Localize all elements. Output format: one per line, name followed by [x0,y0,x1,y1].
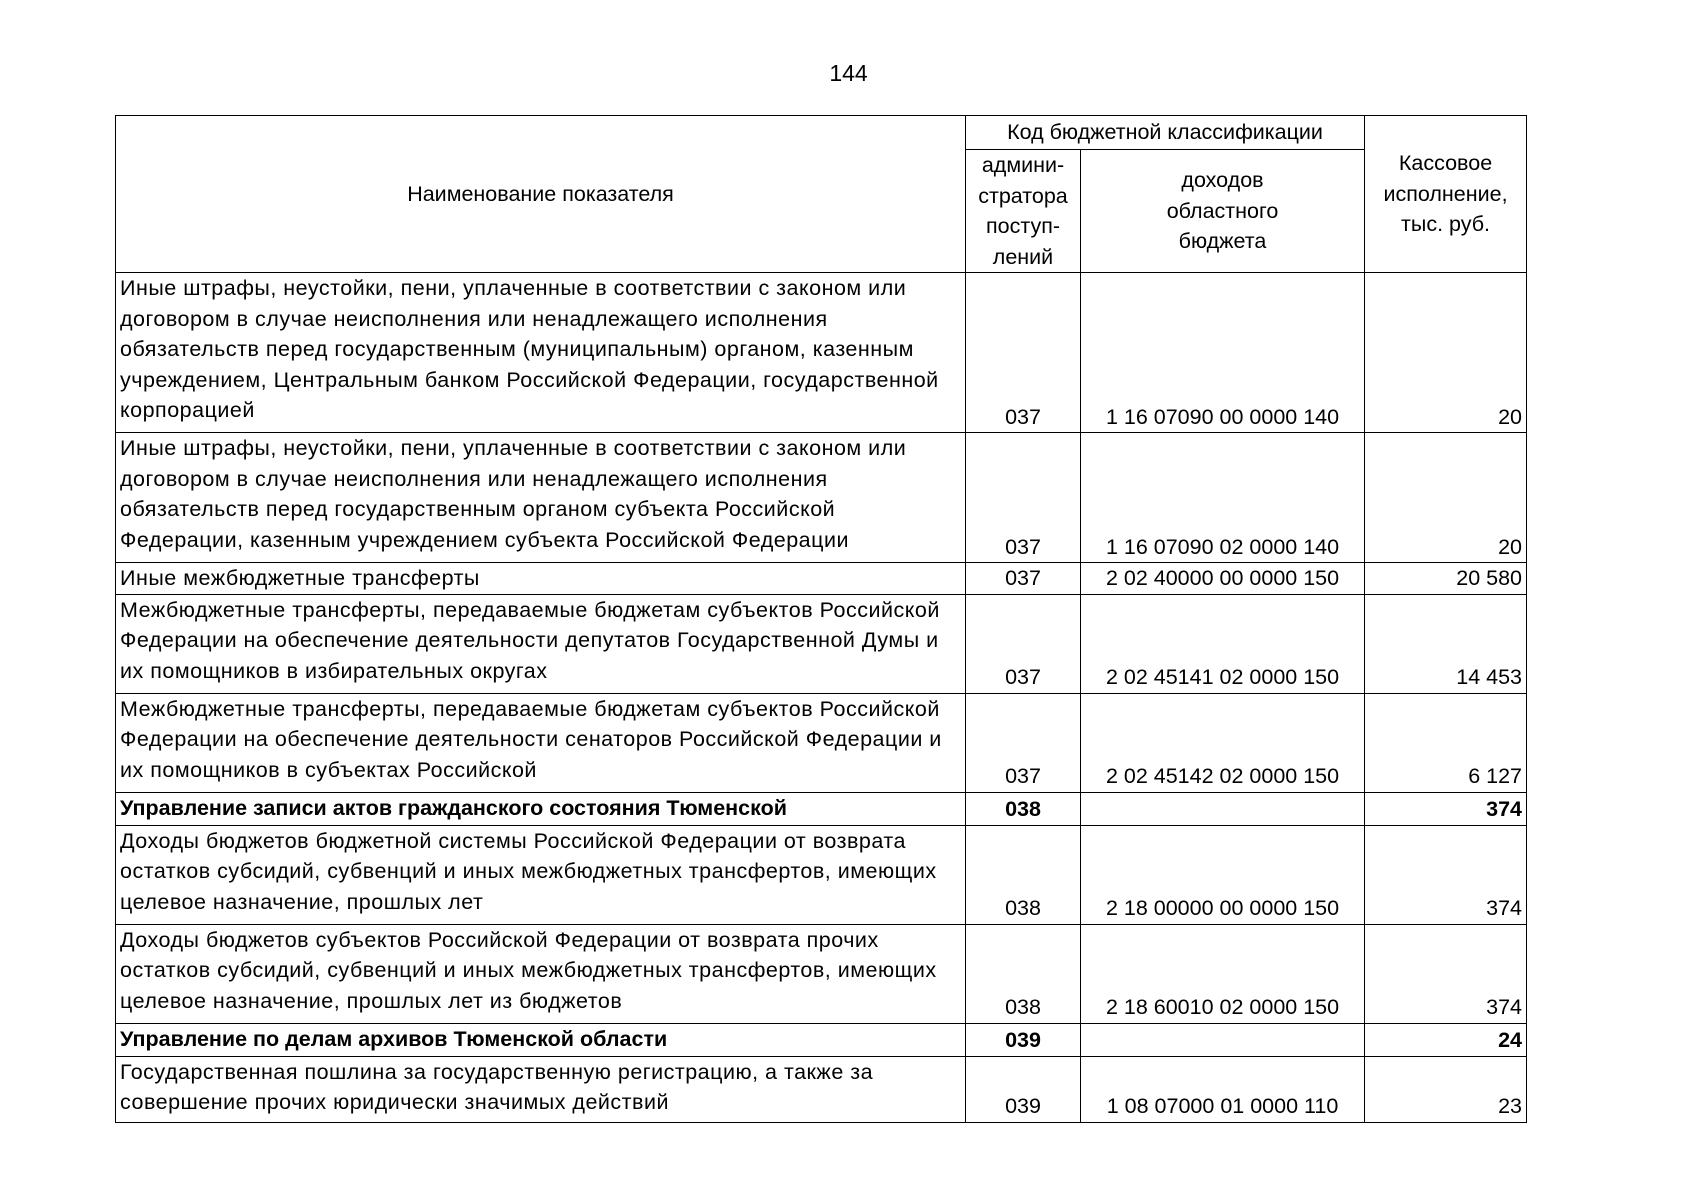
row-administrator-code: 037 [966,693,1081,792]
header-income-line: бюджета [1178,229,1267,254]
table-row [116,273,1527,433]
row-income-code [1081,1023,1365,1056]
row-income-code [1081,792,1365,825]
header-income-line: областного [1166,198,1279,223]
row-amount: 20 580 [1365,563,1527,595]
table-row [116,594,1527,693]
row-name: Межбюджетные трансферты, передаваемые бюджетам субъектов Российской Федерации на обеспечение деятельности сенаторов Российской Федерации и их помощников в субъектах Российской [116,693,966,792]
header-name: Наименование показателя [116,116,966,273]
row-amount: 23 [1365,1056,1527,1122]
table-row-section [116,792,1527,825]
row-administrator-code: 038 [966,825,1081,924]
row-administrator-code: 038 [966,792,1081,825]
header-adm-line: админи- [981,153,1065,177]
row-income-code: 2 02 45142 02 0000 150 [1081,693,1365,792]
table-header [116,116,1527,273]
row-amount: 374 [1365,924,1527,1023]
header-kbk-group: Код бюджетной классификации [966,116,1365,150]
row-income-code: 2 18 00000 00 0000 150 [1081,825,1365,924]
row-name: Управление по делам архивов Тюменской области [116,1023,966,1056]
row-amount: 14 453 [1365,594,1527,693]
header-amount-line: тыс. руб. [1401,212,1491,237]
row-income-code: 1 08 07000 01 0000 110 [1081,1056,1365,1122]
header-adm-line: стратора [978,183,1068,208]
row-amount: 20 [1365,273,1527,433]
header-amount [1365,116,1527,273]
row-name: Иные межбюджетные трансферты [116,563,966,595]
row-amount: 374 [1365,825,1527,924]
row-name: Управление записи актов гражданского состояния Тюменской [116,792,966,825]
row-administrator-code: 038 [966,924,1081,1023]
row-income-code: 2 02 40000 00 0000 150 [1081,563,1365,595]
row-name: Доходы бюджетов бюджетной системы Российской Федерации от возврата остатков субсидий, субвенций и иных межбюджетных трансфертов, имеющих целевое назначение, прошлых лет [116,825,966,924]
table-row [116,825,1527,924]
row-administrator-code: 037 [966,594,1081,693]
page-number: 144 [829,60,868,86]
header-amount-line: Кассовое [1398,151,1493,176]
table-row [116,563,1527,595]
table-row [116,1056,1527,1122]
table-row [116,433,1527,563]
table-row-section [116,1023,1527,1056]
header-income-line: доходов [1181,168,1264,193]
row-name: Государственная пошлина за государственную регистрацию, а также за совершение прочих юридически значимых действий [116,1056,966,1122]
header-adm-line: поступ- [986,214,1060,238]
row-administrator-code: 037 [966,563,1081,595]
row-name: Доходы бюджетов субъектов Российской Федерации от возврата прочих остатков субсидий, субвенций и иных межбюджетных трансфертов, имеющих целевое назначение, прошлых лет из бюджетов [116,924,966,1023]
row-amount: 6 127 [1365,693,1527,792]
row-amount: 20 [1365,433,1527,563]
table-row [116,693,1527,792]
row-amount: 374 [1365,792,1527,825]
table-row [116,924,1527,1023]
row-name: Иные штрафы, неустойки, пени, уплаченные в соответствии с законом или договором в случае неисполнения или ненадлежащего исполнения обязательств перед государственным (муниципальным) органом, казенным учреждением, Центральным банком Российской Федерации, государственной корпорацией [116,273,966,433]
header-amount-line: исполнение, [1383,181,1508,206]
row-income-code: 1 16 07090 00 0000 140 [1081,273,1365,433]
header-adm-line: лений [992,244,1054,269]
header-income [1081,150,1365,273]
header-administrator [966,150,1081,273]
row-name: Межбюджетные трансферты, передаваемые бюджетам субъектов Российской Федерации на обеспечение деятельности депутатов Государственной Думы и их помощников в избирательных округах [116,594,966,693]
row-income-code: 2 02 45141 02 0000 150 [1081,594,1365,693]
row-name: Иные штрафы, неустойки, пени, уплаченные в соответствии с законом или договором в случае неисполнения или ненадлежащего исполнения обязательств перед государственным органом субъекта Российской Федерации, казенным учреждением субъекта Российской Федерации [116,433,966,563]
row-administrator-code: 037 [966,273,1081,433]
row-income-code: 1 16 07090 02 0000 140 [1081,433,1365,563]
budget-table [115,115,1527,1123]
row-administrator-code: 039 [966,1023,1081,1056]
row-administrator-code: 037 [966,433,1081,563]
row-income-code: 2 18 60010 02 0000 150 [1081,924,1365,1023]
row-administrator-code: 039 [966,1056,1081,1122]
row-amount: 24 [1365,1023,1527,1056]
